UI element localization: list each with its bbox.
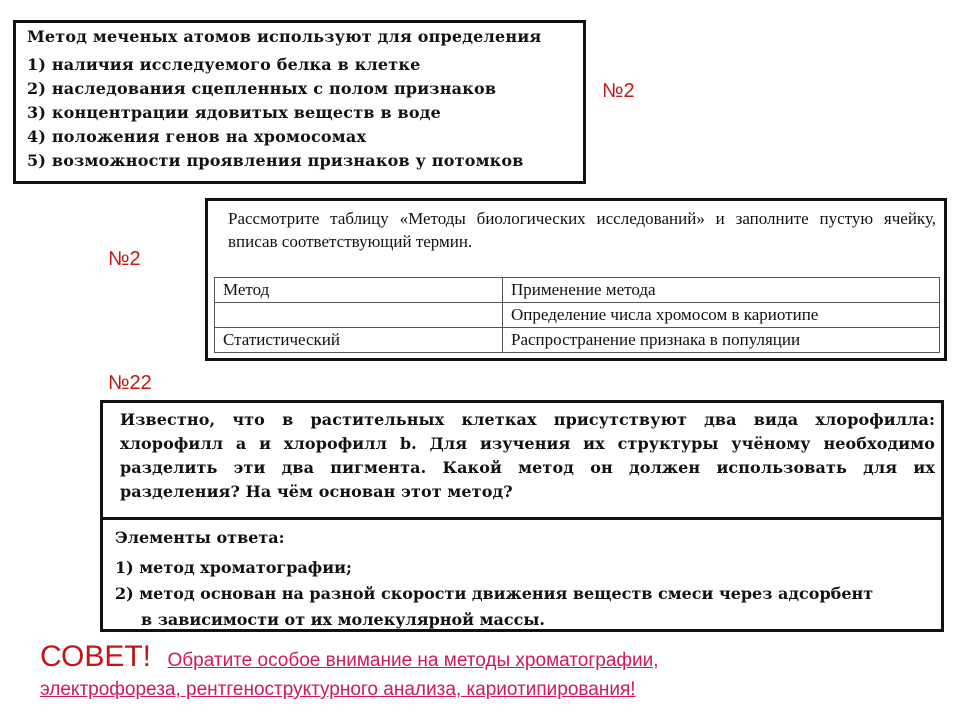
table-cell: Статистический — [215, 328, 503, 353]
task2-question: Рассмотрите таблицу «Методы биологических исследований» и заполните пустую ячейку, вписав соответствующий термин. — [228, 209, 936, 251]
task2-box — [205, 198, 947, 361]
answer-item-2-continued: в зависимости от их молекулярной массы. — [141, 610, 545, 629]
advice-text-line1: Обратите особое внимание на методы хроматографии, — [167, 650, 659, 671]
table-cell: Распространение признака в популяции — [503, 328, 940, 353]
task3-question: Известно, что в растительных клетках присутствуют два вида хлорофилла: хлорофилл a и хлорофилл b. Для изучения их структуры учёному необходимо разделить эти два пигмента. Какой метод он должен использовать для их разделения? На чём основан этот метод? — [120, 410, 935, 501]
task1-number-tag: №2 — [602, 80, 635, 102]
table-header-application: Применение метода — [503, 278, 940, 303]
table-header-row — [215, 278, 940, 303]
advice-text-line2: электрофореза, рентгеноструктурного анализа, кариотипирования! — [40, 679, 636, 700]
task1-option-3: 3) концентрации ядовитых веществ в воде — [27, 103, 441, 122]
task1-options — [27, 53, 573, 173]
answer-item-1: 1) метод хроматографии; — [115, 558, 352, 577]
answer-section — [103, 525, 941, 633]
answer-divider — [103, 517, 941, 520]
task1-option-1: 1) наличия исследуемого белка в клетке — [27, 55, 421, 74]
task2-number-tag: №2 — [108, 248, 141, 270]
methods-table — [214, 277, 940, 353]
task3-box — [100, 400, 944, 632]
task1-option-5: 5) возможности проявления признаков у потомков — [27, 151, 524, 170]
task1-option-2: 2) наследования сцепленных с полом признаков — [27, 79, 497, 98]
answer-item-2: 2) метод основан на разной скорости движения веществ смеси через адсорбент — [115, 584, 874, 603]
advice-block — [40, 640, 940, 701]
table-cell-empty — [215, 303, 503, 328]
table-row — [215, 303, 940, 328]
task1-question: Метод меченых атомов используют для определения — [27, 27, 542, 46]
table-row — [215, 328, 940, 353]
table-header-method: Метод — [215, 278, 503, 303]
task1-box — [13, 20, 586, 184]
task3-number-tag: №22 — [108, 372, 152, 394]
table-cell: Определение числа хромосом в кариотипе — [503, 303, 940, 328]
task1-option-4: 4) положения генов на хромосомах — [27, 127, 367, 146]
answer-header: Элементы ответа: — [115, 528, 285, 547]
advice-title: СОВЕТ! — [40, 640, 152, 673]
